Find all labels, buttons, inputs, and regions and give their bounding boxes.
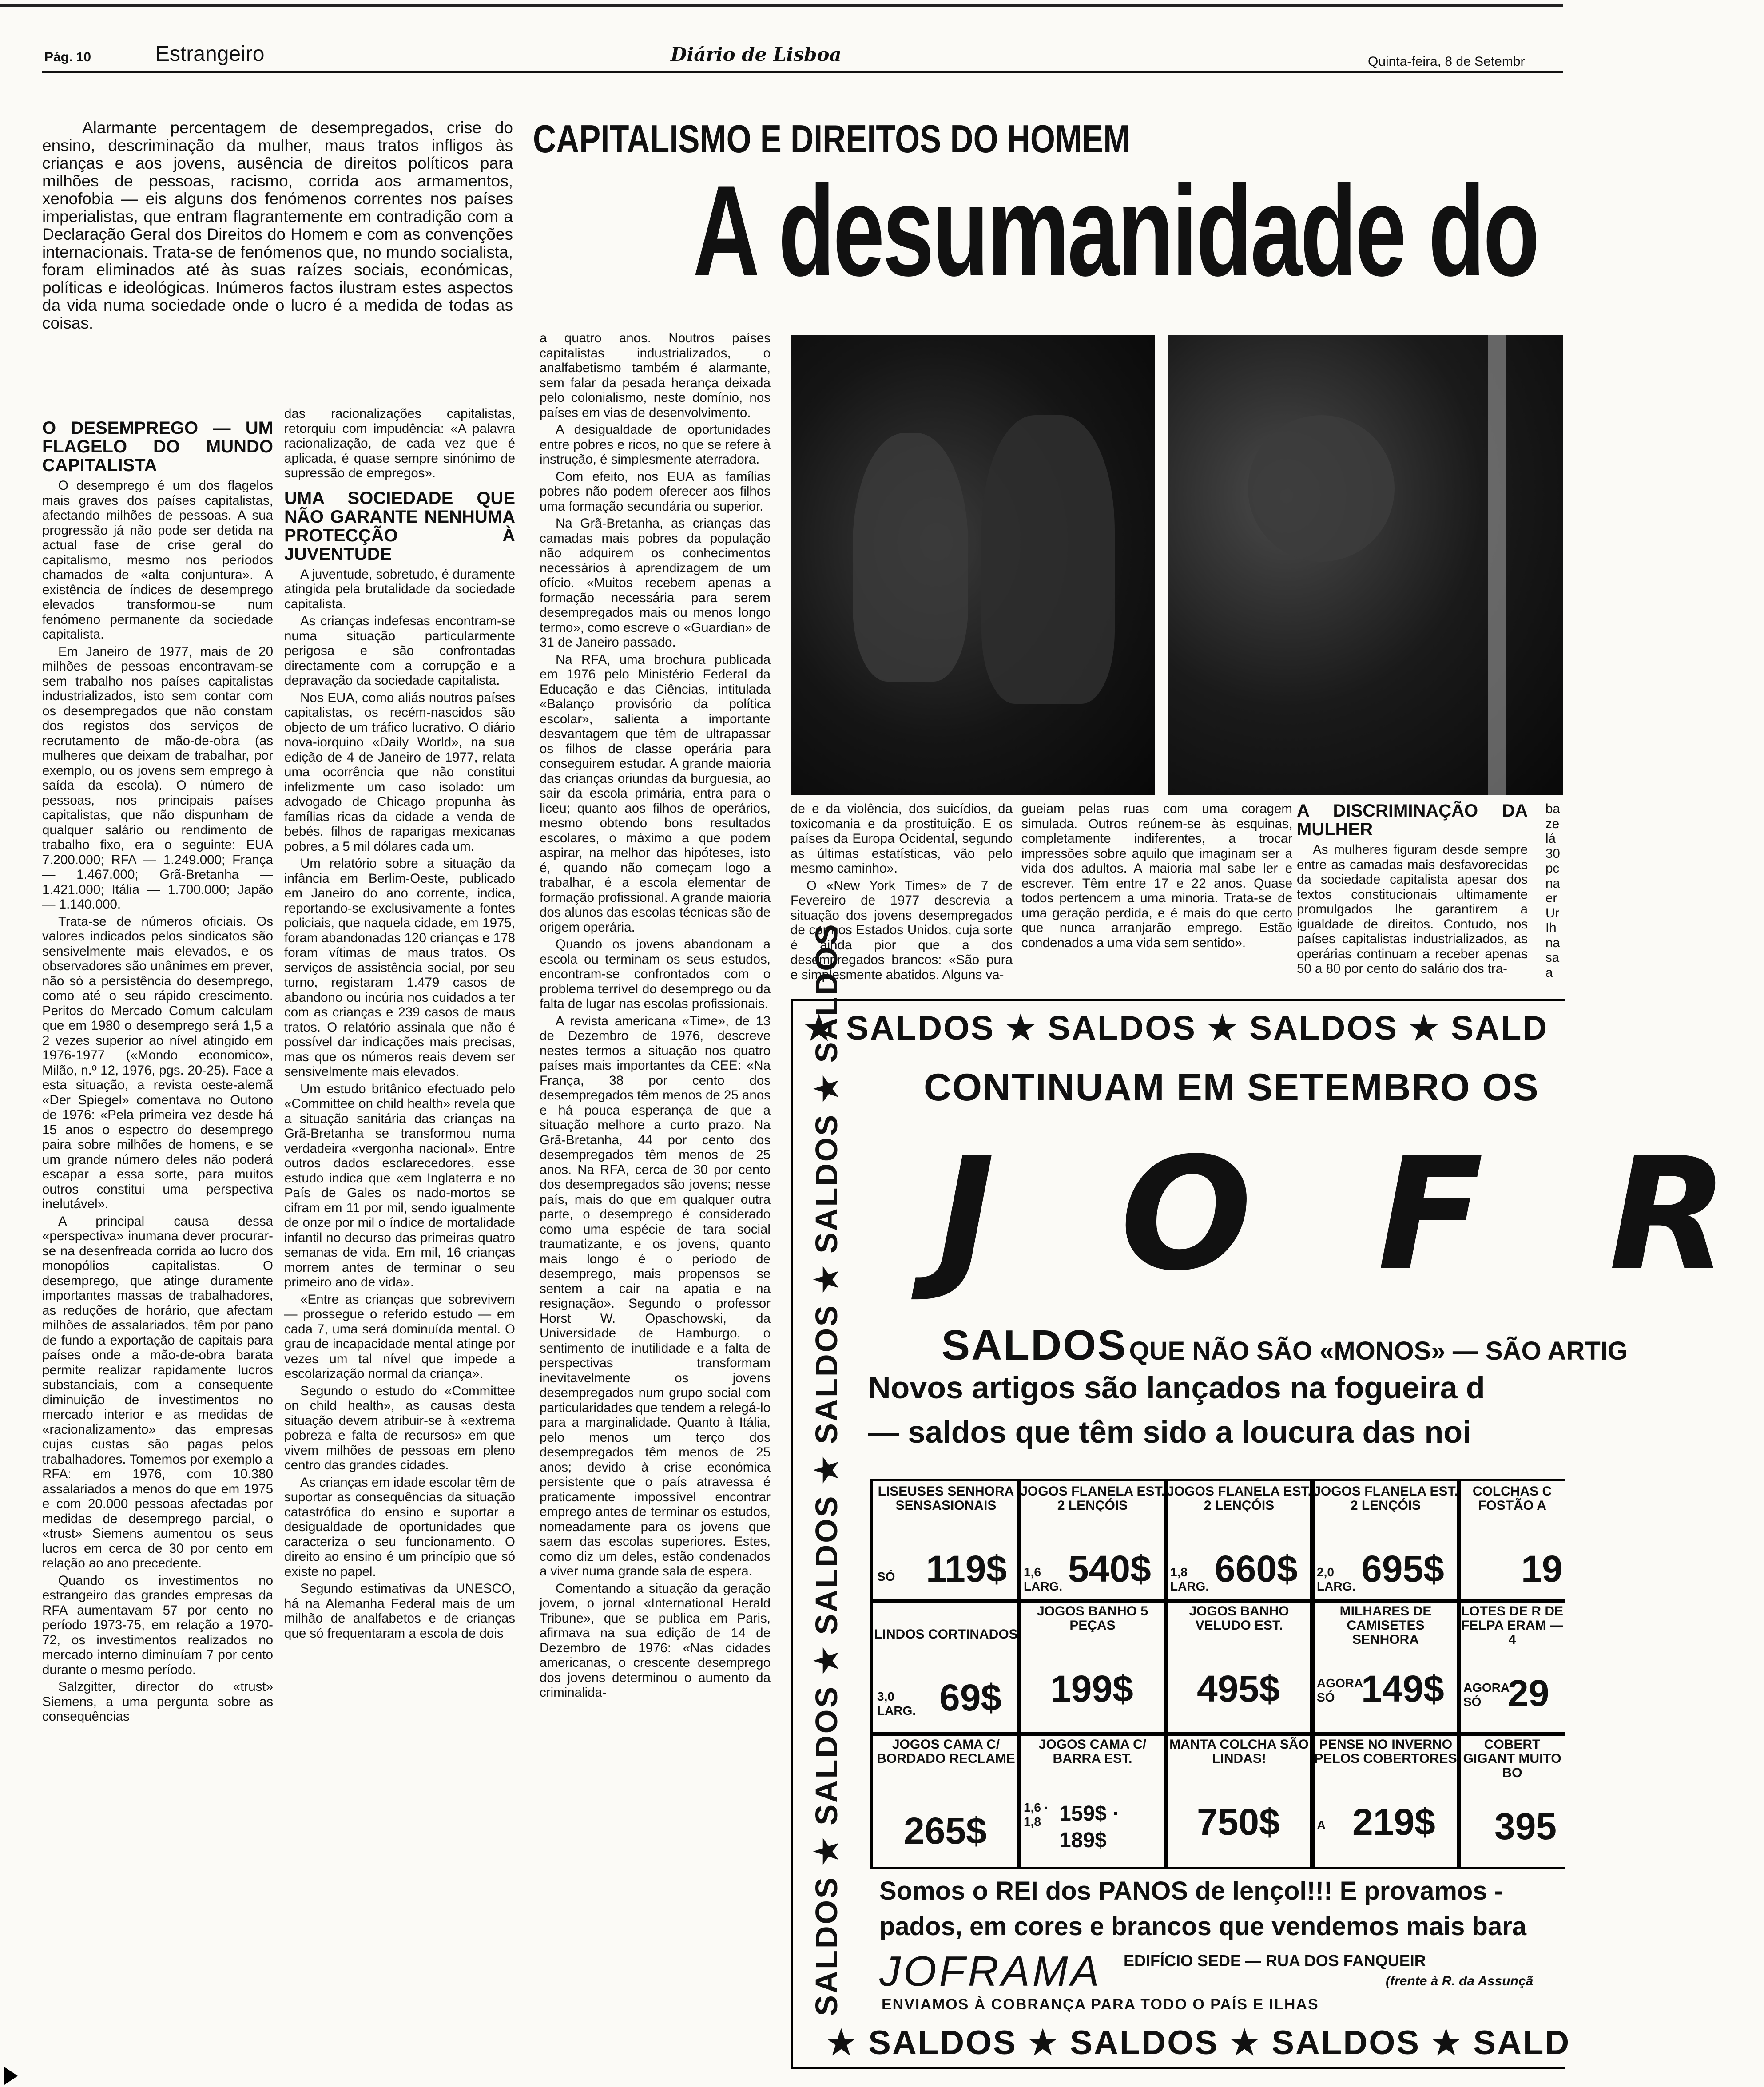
- price-cell-title: LINDOS CORTINADOS: [874, 1627, 1018, 1642]
- col2-intro: das racionalizações capitalistas, retorquiu com impudência: «A palavra racionalização, de cada vez que é aplicada, é quase sempre sinónimo de supressão de empregos».: [284, 406, 515, 480]
- photo-face: [1248, 415, 1395, 562]
- price-cell-price: 19: [1521, 1548, 1563, 1590]
- price-cell-title: JOGOS FLANELA EST. 2 LENÇÓIS: [1020, 1484, 1165, 1513]
- price-cell: [870, 1479, 1021, 1603]
- section-heading-youth: UMA SOCIEDADE QUE NÃO GARANTE NENHUMA PROTECÇÃO À JUVENTUDE: [284, 488, 515, 564]
- price-cell: [1017, 1732, 1168, 1869]
- price-cell-title: LOTES DE R DE FELPA ERAM — 4: [1461, 1604, 1564, 1647]
- header-rule: [42, 71, 1563, 73]
- price-cell: [1457, 1599, 1565, 1736]
- price-cell-prefix: AGORA SÓ: [1463, 1681, 1510, 1709]
- price-cell-prefix: 1,8 LARG.: [1170, 1565, 1209, 1593]
- price-cell: [1164, 1599, 1315, 1736]
- price-cell-price: 750$: [1197, 1801, 1280, 1843]
- price-cell-price: 119$: [926, 1548, 1007, 1590]
- col7-fragment: Ur: [1545, 905, 1560, 921]
- price-cell-title: LISEUSES SENHORA SENSASIONAIS: [878, 1484, 1014, 1513]
- price-cell-prefix: AGORA SÓ: [1317, 1676, 1363, 1704]
- price-cell-price: 199$: [1050, 1668, 1133, 1710]
- price-cell-prefix: SÓ: [877, 1570, 895, 1583]
- price-cell-title: JOGOS CAMA C/ BARRA EST.: [1038, 1737, 1147, 1766]
- col3-paragraph: Com efeito, nos EUA as famílias pobres não podem oferecer aos filhos uma formação secundária ou superior.: [540, 469, 771, 514]
- price-cell-price: 660$: [1215, 1548, 1298, 1590]
- col7-fragment: ze: [1545, 816, 1560, 831]
- top-edge-rule: [0, 4, 1563, 7]
- price-cell-price: 159$ · 189$: [1059, 1802, 1120, 1852]
- col3-paragraph: Comentando a situação da geração jovem, o jornal «International Herald Tribune», que se publica em Paris, afirmava na sua edição de 14 de Dezembro de 1976: «Nas cidades americanas, o crescente desemprego dos jovens determinou o aumento da criminalida-: [540, 1581, 771, 1700]
- news-photo-right: [1168, 335, 1563, 795]
- col2-paragraph: A juventude, sobretudo, é duramente atingida pela brutalidade da sociedade capitalista.: [284, 567, 515, 611]
- kicker-headline: CAPITALISMO E DIREITOS DO HOMEM: [533, 117, 1130, 161]
- col2-paragraph: Segundo estimativas da UNESCO, há na Alemanha Federal mais de um milhão de analfabetos e de crianças que só frequentaram a escola de dois: [284, 1581, 515, 1641]
- advert-saldos-bottom-row: ★ SALDOS ★ SALDOS ★ SALDOS ★ SALD: [826, 2024, 1571, 2062]
- col7-fragment: sa: [1545, 950, 1560, 965]
- price-cell: [1164, 1732, 1315, 1869]
- advert-saldos-line: [942, 1321, 1628, 1370]
- price-cell: [1310, 1479, 1461, 1603]
- col7-fragment: na: [1545, 876, 1560, 891]
- col3-paragraph: Quando os jovens abandonam a escola ou terminam os seus estudos, encontram-se confrontados com o problema terrível do desemprego ou da falta de lugar nas escolas profissionais.: [540, 937, 771, 1011]
- article-column-2: [284, 406, 515, 2040]
- advert-rei-line-2: pados, em cores e brancos que vendemos mais bara: [879, 1912, 1527, 1941]
- col1-paragraph: Salzgitter, director do «trust» Siemens, a uma pergunta sobre as consequências: [42, 1679, 273, 1724]
- advert-rei-line-1: Somos o REI dos PANOS de lençol!!! E provamos -: [879, 1877, 1503, 1905]
- col7-fragment: er: [1545, 891, 1557, 905]
- issue-date: Quinta-feira, 8 de Setembr: [1368, 54, 1525, 69]
- col7-fragment: lá: [1545, 831, 1556, 846]
- col3-paragraph: A revista americana «Time», de 13 de Dezembro de 1976, descreve nestes termos a situação nos quatro países mais importantes da CEE: «Na França, 38 por cento dos desempregados têm menos de 25 anos e há pouca esperança de que a situação melhore a curto prazo. Na Grã-Bretanha, 44 por cento dos desempregados têm menos de 25 anos. Na RFA, cerca de 30 por cento dos desempregados são jovens; nesse país, mais do que em qualquer outra parte, o desemprego é considerado como uma espécie de tara social traumatizante, e os jovens, quanto mais longo é o período de desemprego, mais propensos se sentem a cair na apatia e na resignação». Segundo o professor Horst W. Opaschowski, da Universidade de Hamburgo, o sentimento de inutilidade e a falta de perspectivas transformam inevitavelmente os jovens desempregados num grupo social com particularidades que tendem a relegá-lo para a marginalidade. Quanto à Itália, pelo menos um terço dos desempregados têm menos de 25 anos; devido à crise económica persistente que o país atravessa é praticamente impossível encontrar emprego antes de terminar os estudos, nomeadamente para os jovens que saem das escolas superiores. Estes, como diz um deles, estão condenados a viver numa grande sala de espera.: [540, 1013, 771, 1579]
- col2-paragraph: Nos EUA, como aliás noutros países capitalistas, os recém-nascidos são objecto de um tráfico lucrativo. O diário nova-iorquino «Daily World», na sua edição de 4 de Janeiro de 1977, relata uma ocorrência que não constitui infelizmente um caso isolado: um advogado de Chicago propunha às famílias ricas da cidade a venda de bebés, filhos de raparigas mexicanas pobres, a 5 mil dólares cada um.: [284, 690, 515, 854]
- price-cell-title: JOGOS FLANELA EST. 2 LENÇÓIS: [1167, 1484, 1311, 1513]
- col3-paragraph: a quatro anos. Noutros países capitalistas industrializados, o analfabetismo também é alarmante, sem falar da pesada herança deixada pelo colonialismo, neste domínio, nos países em vias de desenvolvimento.: [540, 331, 771, 420]
- price-cell-price: 495$: [1197, 1668, 1280, 1710]
- col1-paragraph: Em Janeiro de 1977, mais de 20 milhões de pessoas encontravam-se sem trabalho nos países capitalistas industrializados, isto sem contar com os desempregados que não constam dos registos dos serviços de recrutamento de mão-de-obra (as mulheres que deixam de trabalhar, por exemplo, ou os jovens sem emprego à saída da escola). O número de pessoas, nos principais países capitalistas, que não dispunham de qualquer salário ou rendimento de trabalho fixo, era o seguinte: EUA 7.200.000; RFA — 1.249.000; França — 1.467.000; Grã-Bretanha — 1.421.000; Itália — 1.700.000; Japão — 1.140.000.: [42, 644, 273, 912]
- advert-saldos-loucura: — saldos que têm sido a loucura das noi: [868, 1415, 1471, 1449]
- col2-paragraph: As crianças indefesas encontram-se numa situação particularmente perigosa e são confrontadas directamente com a corrupção e a depravação da sociedade capitalista.: [284, 614, 515, 688]
- price-cell-title: PENSE NO INVERNO PELOS COBERTORES: [1314, 1737, 1457, 1766]
- price-cell-title: MILHARES DE CAMISETES SENHORA: [1339, 1604, 1432, 1647]
- col1-paragraph: O desemprego é um dos flagelos mais graves dos países capitalistas, afectando milhões de pessoas. A sua progressão já não pode ser detida na actual fase de crise geral do capitalismo, mesmo nos períodos chamados de «alta conjuntura». A existência de índices de desemprego elevados transformou-se num fenómeno permanente da sociedade capitalista.: [42, 478, 273, 642]
- price-cell-prefix: 1,6 LARG.: [1024, 1565, 1063, 1593]
- news-photo-left: [791, 335, 1155, 795]
- price-cell-title: MANTA COLCHA SÃO LINDAS!: [1169, 1737, 1309, 1766]
- col2-paragraph: Um estudo britânico efectuado pelo «Committee on child health» revela que a situação sanitária das crianças na Grã-Bretanha se transformou numa verdadeira «vergonha nacional». Entre outros dados esclarecedores, esse estudo indica que «em Inglaterra e no País de Gales os nado-mortos se cifram em 11 por mil, sendo igualmente de onze por mil o índice de mortalidade infantil no decurso das primeiras quatro semanas de vida. Em mil, 16 crianças morrem antes de terminar o seu primeiro ano de vida».: [284, 1081, 515, 1289]
- col2-paragraph: As crianças em idade escolar têm de suportar as consequências da situação catastrófica do ensino e suportar a desigualdade de oportunidades que caracteriza o seu funcionamento. O direito ao ensino é um princípio que só existe no papel.: [284, 1475, 515, 1579]
- advert-store-address: EDIFÍCIO SEDE — RUA DOS FANQUEIR: [1124, 1952, 1426, 1970]
- advert-store-address-2: (frente à R. da Assunçã: [1386, 1974, 1534, 1988]
- masthead: Diário de Lisboa: [671, 44, 842, 65]
- article-column-3: [540, 331, 771, 2040]
- price-cell-title: JOGOS FLANELA EST. 2 LENÇÓIS: [1313, 1484, 1458, 1513]
- page-number: Pág. 10: [44, 50, 91, 64]
- advert-saldos-side: SALDOS ★ SALDOS ★ SALDOS ★ SALDOS ★ SALDOS ★ SALDOS: [809, 922, 844, 2016]
- price-cell-price: 219$: [1352, 1801, 1435, 1843]
- photo-window-frame: [1488, 335, 1506, 795]
- price-cell-price: 395: [1494, 1805, 1557, 1847]
- advert-saldos-big: SALDOS: [942, 1321, 1128, 1369]
- price-cell: [1164, 1479, 1315, 1603]
- advert-novos-artigos: Novos artigos são lançados na fogueira d: [868, 1370, 1485, 1405]
- section-title: Estrangeiro: [155, 42, 265, 66]
- price-cell-title: JOGOS BANHO 5 PEÇAS: [1037, 1604, 1148, 1633]
- price-cell-price: 29: [1508, 1672, 1549, 1714]
- corner-arrow-mark: [4, 2067, 18, 2085]
- price-cell-prefix: A: [1317, 1818, 1326, 1832]
- price-cell-prefix: 1,6 · 1,8: [1024, 1801, 1049, 1829]
- price-cell-title: COLCHAS C FOSTÃO A: [1472, 1484, 1552, 1513]
- col3-paragraph: Na RFA, uma brochura publicada em 1976 pelo Ministério Federal da Educação e das Ciências, intitulada «Balanço provisório da política escolar», salienta a importante desvantagem que têm de ultrapassar os filhos de classe operária para conseguirem estudar. A grande maioria das crianças oriundas da burguesia, ao sair da escola primária, entra para o liceu; quanto aos filhos de operários, mesmo obtendo bons resultados escolares, o máximo a que podem aspirar, na melhor das hipóteses, isto é, quando não começam logo a trabalhar, é a escola elementar de formação profissional. A grande maioria dos alunos das escolas técnicas são de origem operária.: [540, 652, 771, 935]
- article-column-7-fragment: [1545, 801, 1563, 988]
- price-cell-title: COBERT GIGANT MUITO BO: [1463, 1737, 1561, 1780]
- price-cell-title: JOGOS CAMA C/ BORDADO RECLAME: [877, 1737, 1015, 1766]
- article-column-5: [1021, 801, 1292, 988]
- photo-figure-right: [981, 415, 1115, 704]
- advert-saldos-top-row: ★ SALDOS ★ SALDOS ★ SALDOS ★ SALD: [804, 1009, 1549, 1047]
- article-column-1: [42, 411, 273, 2040]
- advert-price-grid: [870, 1479, 1563, 1865]
- main-headline: A desumanidade do: [693, 159, 1538, 303]
- col1-paragraph: Trata-se de números oficiais. Os valores indicados pelos sindicatos são sensivelmente mais elevados, e os observadores são unânimes em prever, não só a persistência do desemprego, como até o seu rápido crescimento. Peritos do Mercado Comum calculam que em 1980 o desemprego será 1,5 a 2 vezes superior ao nível atingido em 1976-1977 («Mondo economico», Milão, n.º 12, 1976, pgs. 20-25). Face a esta situação, a revista oeste-alemã «Der Spiegel» comentava no Outono de 1976: «Pela primeira vez desde há 15 anos o espectro do desemprego paira sobre milhões de homens, e se um grande número deles não poderá escapar a essa sorte, para muitos outros constitui uma perspectiva inelutável».: [42, 914, 273, 1211]
- section-heading-unemployment: O DESEMPREGO — UM FLAGELO DO MUNDO CAPITALISTA: [42, 418, 273, 475]
- col4-paragraph: O «New York Times» de 7 de Fevereiro de 1977 descrevia a situação dos jovens desempregados de cor nos Estados Unidos, cuja sorte é ainda pior que a dos desempregados brancos: «São pura e simplesmente abatidos. Alguns va-: [791, 878, 1013, 982]
- price-cell-title: JOGOS BANHO VELUDO EST.: [1189, 1604, 1289, 1633]
- photo-figure-left: [853, 433, 968, 682]
- price-cell: [1310, 1599, 1461, 1736]
- section-heading-women: A DISCRIMINAÇÃO DA MULHER: [1297, 801, 1528, 839]
- lead-text: Alarmante percentagem de desempregados, crise do ensino, descriminação da mulher, maus tratos infligos às crianças e aos jovens, ausência de direitos políticos para milhões de pessoas, racismo, corrida aos armamentos, xenofobia — eis alguns dos fenómenos correntes nos países imperialistas, que entram flagrantemente em contradição com a Declaração Geral dos Direitos do Homem e com as convenções internacionais. Trata-se de fenómenos que, no mundo socialista, foram eliminados até às suas raízes sociais, económicas, políticas e ideológicas. Inúmeros factos ilustram estes aspectos da vida numa sociedade onde o lucro é a medida de todas as coisas.: [42, 119, 513, 332]
- col7-fragment: pc: [1545, 861, 1560, 876]
- price-cell-price: 695$: [1361, 1548, 1444, 1590]
- advert-shipping-note: ENVIAMOS À COBRANÇA PARA TODO O PAÍS E ILHAS: [882, 1996, 1319, 2013]
- price-cell-prefix: 3,0 LARG.: [877, 1690, 916, 1718]
- advert-brand-joframa: J O F R: [937, 1124, 1764, 1305]
- col7-fragment: Ih: [1545, 921, 1557, 935]
- col3-paragraph: Na Grã-Bretanha, as crianças das camadas mais pobres da população não adquirem os conhecimentos necessários à aprendizagem de um ofício. «Muitos recebem apenas a formação necessária para serem desempregados mais ou menos longo termo», como escreve o «Guardian» de 31 de Janeiro passado.: [540, 516, 771, 650]
- col7-fragment: a: [1545, 965, 1553, 980]
- advert-store-name: JOFRAMA: [879, 1948, 1102, 1995]
- price-cell-prefix: 2,0 LARG.: [1317, 1565, 1356, 1593]
- col6-paragraph: As mulheres figuram desde sempre entre as camadas mais desfavorecidas da sociedade capitalista apesar dos textos constitucionais ultimamente promulgados lhe garantirem a igualdade de direitos. Contudo, nos países capitalistas industrializados, as operárias continuam a receber apenas 50 a 80 por cento do salário dos tra-: [1297, 842, 1528, 976]
- col2-paragraph: Um relatório sobre a situação da infância em Berlim-Oeste, publicado em Janeiro do ano corrente, indica, reportando-se exclusivamente a fontes policiais, que naquela cidade, em 1975, foram abandonadas 120 crianças e 178 foram vítimas de maus tratos. Os serviços de assistência social, por seu turno, registaram 1.479 casos de abandono ou incúria nos cuidados a ter com as crianças e 239 casos de maus tratos. O relatório assinala que não é possível dar indicações mais precisas, mas que os números reais devem ser sensivelmente mais elevados.: [284, 856, 515, 1079]
- price-cell-price: 265$: [904, 1810, 987, 1852]
- price-cell: [1310, 1732, 1461, 1869]
- col7-fragment: na: [1545, 935, 1560, 950]
- price-cell: [1017, 1599, 1168, 1736]
- col7-fragment: 30: [1545, 846, 1560, 861]
- price-cell: [870, 1599, 1021, 1736]
- advert-saldos-rest: QUE NÃO SÃO «MONOS» — SÃO ARTIG: [1129, 1337, 1628, 1365]
- advert-continuam-line: CONTINUAM EM SETEMBRO OS: [924, 1066, 1539, 1109]
- col1-paragraph: A principal causa dessa «perspectiva» inumana dever procurar-se na desenfreada corrida ao lucro dos monopólios capitalistas. O desemprego, que atinge duramente importantes massas de trabalhadores, as reduções de horário, que afectam milhões de assalariados, têm por pano de fundo a exportação de capitais para países onde a mão-de-obra barata permite realizar rapidamente lucros substanciais, com a consequente diminuição de investimentos no mercado interior e as medidas de «racionalizamento» das empresas cujas custas são pagas pelos trabalhadores. Tomemos por exemplo a RFA: em 1976, com 10.380 assalariados a menos do que em 1975 e com 20.000 pessoas afectadas por medidas de desemprego parcial, o «trust» Siemens aumentou os seus lucros em cerca de 30 por cento em relação ao ano precedente.: [42, 1214, 273, 1571]
- lead-paragraph: [42, 119, 513, 399]
- col2-paragraph: Segundo o estudo do «Committee on child health», as causas desta situação devem atribuir-se à «extrema pobreza e falta de recursos» em que vivem milhões de pessoas em pleno centro das grandes cidades.: [284, 1383, 515, 1472]
- price-cell-price: 69$: [939, 1677, 1002, 1718]
- col3-paragraph: A desigualdade de oportunidades entre pobres e ricos, no que se refere à instrução, é simplesmente aterradora.: [540, 422, 771, 467]
- price-cell: [870, 1732, 1021, 1869]
- price-cell: [1017, 1479, 1168, 1603]
- price-cell-price: 149$: [1361, 1668, 1444, 1710]
- col4-paragraph: de e da violência, dos suicídios, da toxicomania e da prostituição. E os países da Europa Ocidental, segundo as últimas estatísticas, vão pelo mesmo caminho».: [791, 801, 1013, 876]
- col5-paragraph: gueiam pelas ruas com uma coragem simulada. Outros reúnem-se às esquinas, completamente indiferentes, a trocar impressões sobre aquilo que imaginam ser a vida dos adultos. A maioria mal sabe ler e escrever. Têm entre 17 e 22 anos. Quase todos pertencem a uma minoria. Trata-se de uma geração perdida, e é mais do que certo que nunca arranjarão emprego. Estão condenados a uma vida sem sentido».: [1021, 801, 1292, 950]
- col2-paragraph: «Entre as crianças que sobrevivem — prossegue o referido estudo — em cada 7, uma será dominuída mental. O grau de incapacidade mental atinge por vezes um tal nível que impede a escolarização normal da criança».: [284, 1292, 515, 1381]
- col7-fragment: ba: [1545, 801, 1560, 816]
- col1-paragraph: Quando os investimentos no estrangeiro das grandes empresas da RFA aumentavam 57 por cento no período 1973-75, em relação a 1970-72, os investimentos realizados no mercado interno diminuíam 7 por cento durante o mesmo período.: [42, 1573, 273, 1677]
- article-column-6: [1297, 801, 1528, 988]
- price-cell: [1457, 1732, 1565, 1869]
- price-cell-price: 540$: [1068, 1548, 1151, 1590]
- price-cell: [1457, 1479, 1565, 1603]
